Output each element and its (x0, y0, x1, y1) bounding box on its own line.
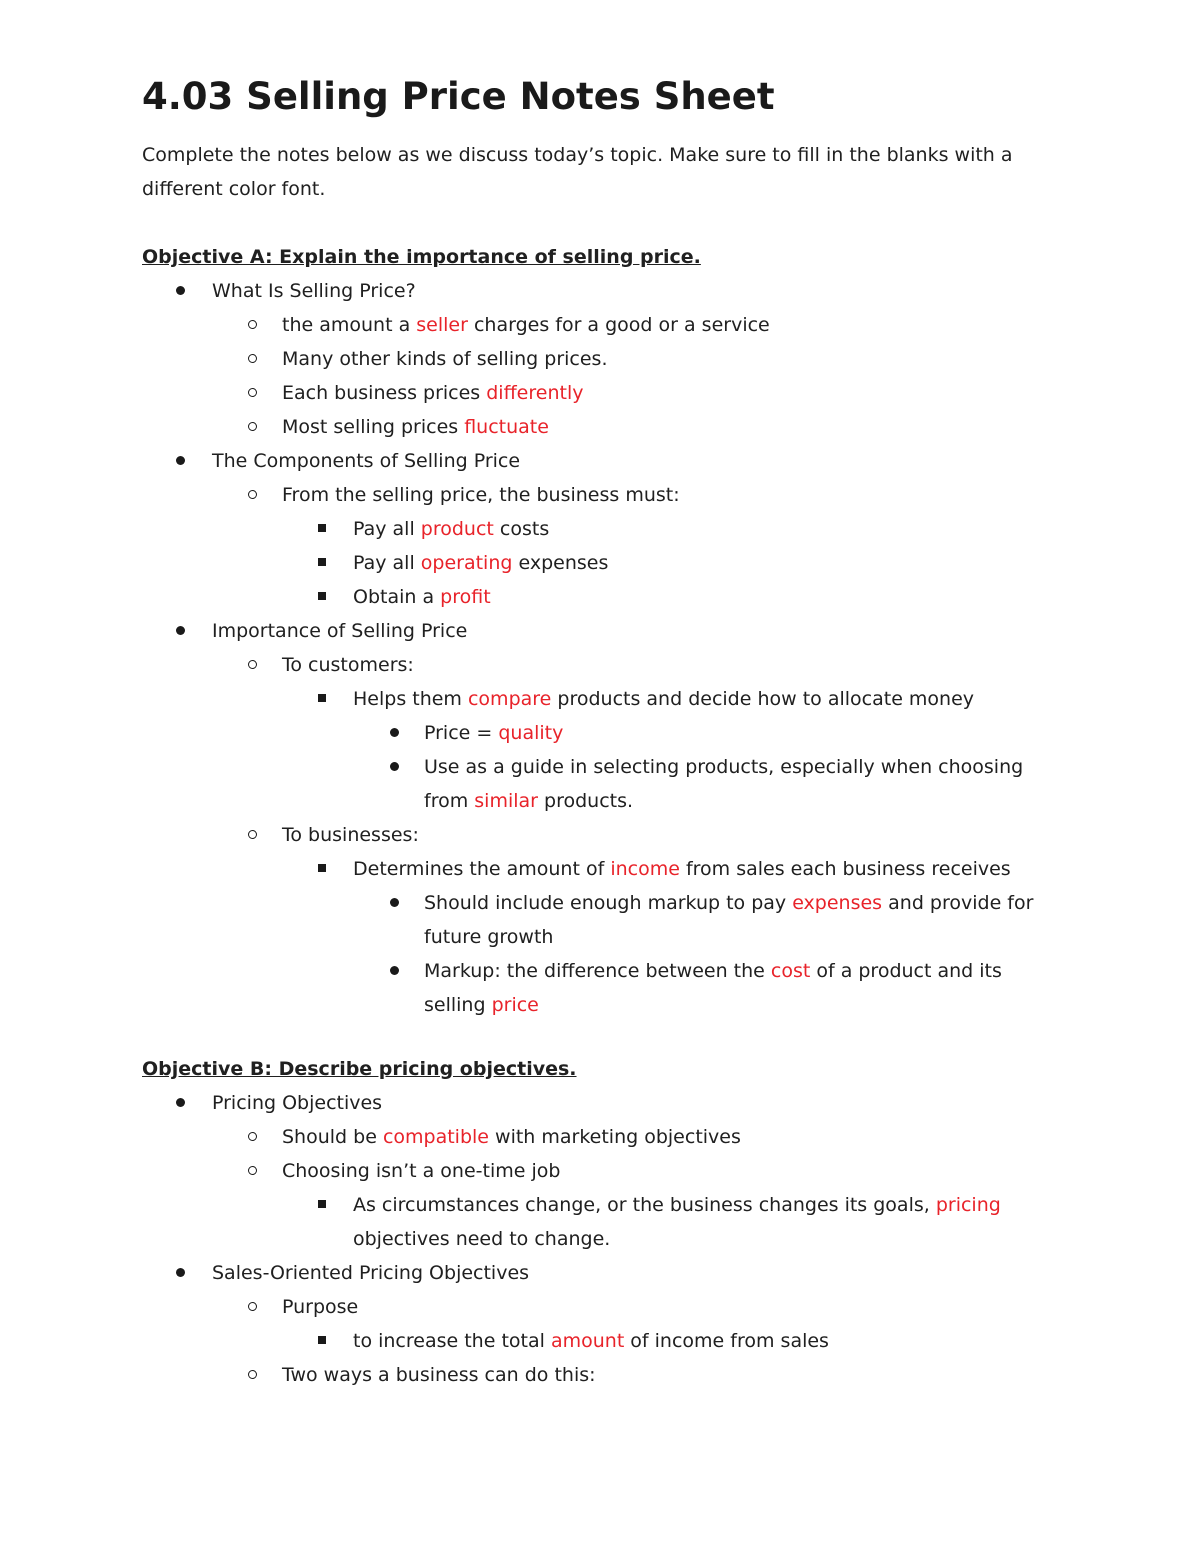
bullet-icon (390, 966, 399, 975)
list-item: The Components of Selling Price (212, 450, 521, 472)
list-item: As circumstances change, or the business changes its goals, pricing objectives need to change. (353, 1194, 1001, 1250)
fill-in-answer: product (420, 518, 494, 540)
fill-in-answer: expenses (792, 892, 883, 914)
square-bullet-icon (318, 592, 326, 600)
fill-in-answer: price (491, 994, 539, 1016)
list-item: Importance of Selling Price (212, 620, 468, 642)
bullet-icon (390, 898, 399, 907)
list-item: Most selling prices fluctuate (282, 416, 549, 438)
list-item: Many other kinds of selling prices. (282, 348, 608, 370)
list-item: Pay all product costs (353, 518, 550, 540)
fill-in-answer: differently (486, 382, 584, 404)
list-item: to increase the total amount of income from sales (353, 1330, 829, 1352)
list-item: To businesses: (282, 824, 419, 846)
list-item: Markup: the difference between the cost of a product and its selling price (424, 960, 1002, 1016)
page-title: 4.03 Selling Price Notes Sheet (142, 75, 775, 118)
fill-in-answer: compare (467, 688, 552, 710)
circle-bullet-icon (248, 490, 257, 499)
bullet-icon (176, 456, 185, 465)
fill-in-answer: fluctuate (464, 416, 549, 438)
circle-bullet-icon (248, 422, 257, 431)
list-item: Choosing isn’t a one-time job (282, 1160, 561, 1182)
fill-in-answer: pricing (935, 1194, 1001, 1216)
fill-in-answer: seller (416, 314, 468, 336)
fill-in-answer: amount (550, 1330, 625, 1352)
circle-bullet-icon (248, 1132, 257, 1141)
list-item: Price = quality (424, 722, 564, 744)
list-item: the amount a seller charges for a good or a service (282, 314, 770, 336)
square-bullet-icon (318, 558, 326, 566)
list-item: Two ways a business can do this: (282, 1364, 596, 1386)
list-item: Determines the amount of income from sales each business receives (353, 858, 1011, 880)
square-bullet-icon (318, 524, 326, 532)
circle-bullet-icon (248, 660, 257, 669)
square-bullet-icon (318, 694, 326, 702)
objective-a-heading: Objective A: Explain the importance of selling price. (142, 246, 701, 268)
list-item: What Is Selling Price? (212, 280, 416, 302)
fill-in-answer: income (610, 858, 680, 880)
list-item: Should be compatible with marketing objectives (282, 1126, 741, 1148)
list-item: Obtain a profit (353, 586, 491, 608)
circle-bullet-icon (248, 1302, 257, 1311)
bullet-icon (390, 728, 399, 737)
square-bullet-icon (318, 1200, 326, 1208)
list-item: Use as a guide in selecting products, especially when choosing from similar products. (424, 756, 1024, 812)
bullet-icon (176, 1098, 185, 1107)
circle-bullet-icon (248, 388, 257, 397)
circle-bullet-icon (248, 830, 257, 839)
fill-in-answer: similar (474, 790, 538, 812)
fill-in-answer: compatible (382, 1126, 489, 1148)
list-item: Should include enough markup to pay expenses and provide for future growth (424, 892, 1034, 948)
circle-bullet-icon (248, 354, 257, 363)
bullet-icon (176, 1268, 185, 1277)
fill-in-answer: profit (440, 586, 491, 608)
fill-in-answer: quality (498, 722, 564, 744)
list-item: Each business prices differently (282, 382, 584, 404)
list-item: To customers: (282, 654, 414, 676)
bullet-icon (176, 286, 185, 295)
intro-text: Complete the notes below as we discuss today’s topic. Make sure to fill in the blanks with a different color font. (142, 144, 1013, 200)
list-item: From the selling price, the business must: (282, 484, 680, 506)
objective-b-heading: Objective B: Describe pricing objectives. (142, 1058, 577, 1080)
circle-bullet-icon (248, 1370, 257, 1379)
fill-in-answer: operating (420, 552, 513, 574)
circle-bullet-icon (248, 1166, 257, 1175)
list-item: Sales-Oriented Pricing Objectives (212, 1262, 530, 1284)
bullet-icon (176, 626, 185, 635)
fill-in-answer: cost (770, 960, 811, 982)
square-bullet-icon (318, 1336, 326, 1344)
list-item: Pay all operating expenses (353, 552, 609, 574)
square-bullet-icon (318, 864, 326, 872)
bullet-icon (390, 762, 399, 771)
list-item: Pricing Objectives (212, 1092, 383, 1114)
list-item: Purpose (282, 1296, 359, 1318)
list-item: Helps them compare products and decide how to allocate money (353, 688, 975, 710)
circle-bullet-icon (248, 320, 257, 329)
